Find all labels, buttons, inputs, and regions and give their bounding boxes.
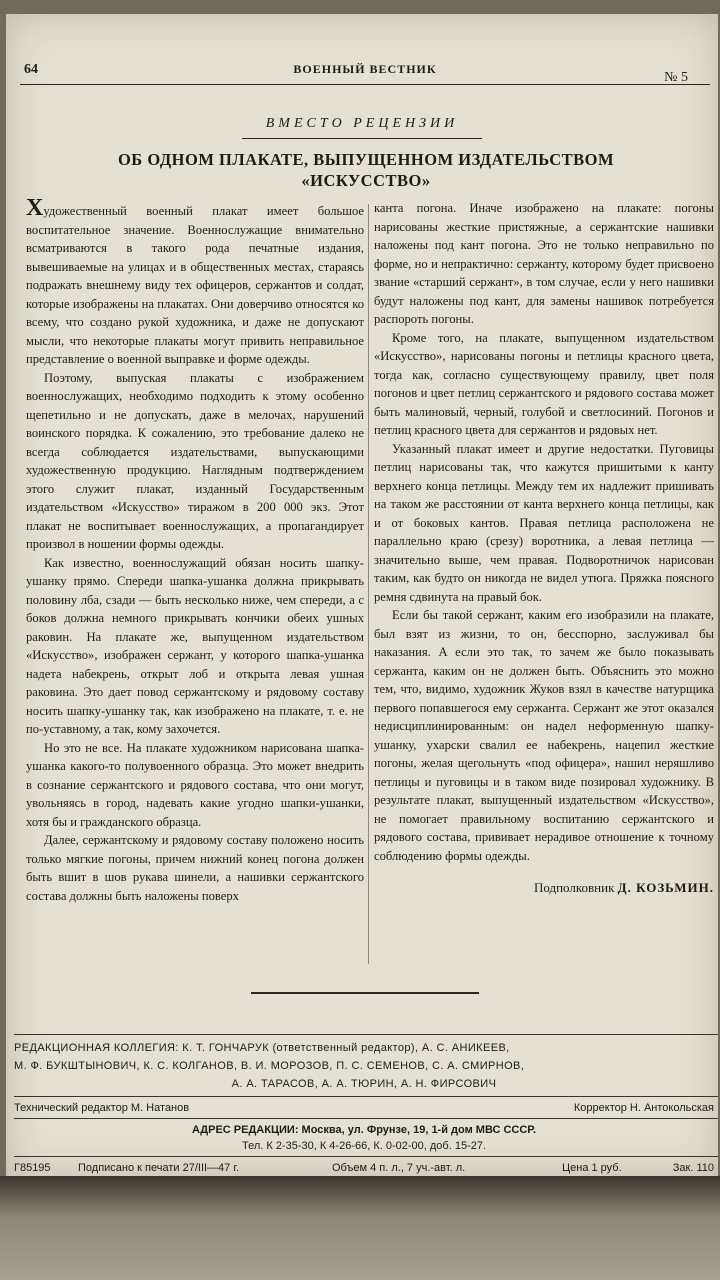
print-code: Г85195 xyxy=(14,1162,51,1174)
editorial-address: АДРЕС РЕДАКЦИИ: Москва, ул. Фрунзе, 19, 1-й дом МВС СССР. xyxy=(191,1124,537,1136)
rubric-underline xyxy=(242,138,482,139)
signed-date: Подписано к печати 27/III—47 г. xyxy=(78,1162,240,1174)
title-line-1: ОБ ОДНОМ ПЛАКАТЕ, ВЫПУЩЕННОМ ИЗДАТЕЛЬСТВОМ xyxy=(117,150,615,169)
article-title xyxy=(46,149,686,191)
background-shadow xyxy=(0,1176,720,1280)
paragraph: Как известно, военнослужащий обязан носить шапку-ушанку прямо. Спереди шапка-ушанка должна прикрывать половину лба, сзади — быть несколько ниже, чем спереди, а с боков должна немного прикрывать кончики обеих ушных раковин. На плакате же, выпущенном издательством «Искусство», изображен сержант, у которого шапка-ушанка надета набекрень, открыт лоб и открыта левая ушная раковина. Это дает повод сержантскому и рядовому составу носить шапку-ушанку так, как изображено на плакате, т. е. не по-уставному, а так, кому захочется. xyxy=(26,555,364,736)
paragraph: Но это не все. На плакате художником нарисована шапка-ушанка какого-то полувоенного образца. Это может внедрить в сознание сержантского и рядового состава, что они могут, увольняясь в город, надевать какие угодно шапки-ушанки, хотя бы и гражданского образца. xyxy=(26,740,364,829)
header-rule xyxy=(20,84,710,85)
paragraph: Кроме того, на плакате, выпущенном издательством «Искусство», нарисованы погоны и петлицы красного цвета, тогда как, согласно существующему правилу, цвет поля погонов и цвет петлиц сержантского и рядового состава может быть малиновый, черный, голубой и светлосиний. Погонов и петлиц красного цвета для сержантов и рядовых нет. xyxy=(374,330,714,437)
editorial-board-1: РЕДАКЦИОННАЯ КОЛЛЕГИЯ: К. Т. ГОНЧАРУК (ответственный редактор), А. С. АНИКЕЕВ, xyxy=(14,1042,510,1054)
print-volume: Объем 4 п. л., 7 уч.-авт. л. xyxy=(332,1162,466,1174)
technical-editor: Технический редактор М. Натанов xyxy=(14,1102,190,1114)
editorial-phones: Тел. К 2-35-30, К 4-26-66, К. 0-02-00, доб. 15-27. xyxy=(241,1140,487,1152)
column-divider xyxy=(368,204,369,964)
issue-number: № 5 xyxy=(664,70,688,85)
proofreader: Корректор Н. Антокольская xyxy=(573,1102,714,1114)
left-column xyxy=(26,195,364,905)
rubric: ВМЕСТО РЕЦЕНЗИИ xyxy=(265,116,459,131)
paragraph: Далее, сержантскому и рядовому составу положено носить только мягкие погоны, причем нижний конец погона должен быть вшит в шов рукава шинели, а нашивки сержантского состава должны быть наложены поверх xyxy=(26,833,364,903)
order-number: Зак. 110 xyxy=(672,1162,714,1174)
signature-rank: Подполковник xyxy=(533,880,615,895)
right-column xyxy=(374,199,714,898)
editorial-board-3: А. А. ТАРАСОВ, А. А. ТЮРИН, А. Н. ФИРСОВИЧ xyxy=(231,1078,497,1090)
page-number: 64 xyxy=(24,62,38,77)
journal-title: ВОЕННЫЙ ВЕСТНИК xyxy=(293,62,437,76)
end-rule xyxy=(251,992,479,994)
journal-page xyxy=(6,14,718,1176)
title-line-2: «ИСКУССТВО» xyxy=(301,171,431,190)
paragraph: Указанный плакат имеет и другие недостатки. Пуговицы петлиц нарисованы так, что кажутся пришитыми к канту верхнего конца петлицы. Между тем их надлежит пришивать на таком же расстоянии от канта верхнего конца петлицы, как и от боковых кантов. Правая петлица расположена не параллельно краю (срезу) воротника, а левая петлица — значительно выше, чем правая. Подворотничок нарисован таким, как будто он никогда не видел утюга. Пряжка поясного ремня сдвинута на правый бок. xyxy=(374,441,714,604)
running-header xyxy=(20,50,710,86)
paragraph: Художественный военный плакат имеет большое воспитательное значение. Военнослужащие внимательно всматриваются в такого рода печатные издания, вывешиваемые на улицах и в общественных местах, стараясь подражать внешнему виду тех офицеров, сержантов и солдат, которые изображены на плакатах. Они доверчиво относятся ко всему, что создано рукой художника, и даже не допускают мысли, что некоторые плакаты могут привить неправильное представление о военной выправке и форме одежды. xyxy=(26,195,364,366)
drop-cap: Х xyxy=(26,195,44,221)
signature-name: Д. КОЗЬМИН. xyxy=(617,880,714,895)
signature xyxy=(374,879,714,898)
paragraph: Если бы такой сержант, каким его изобразили на плакате, был взят из жизни, то он, бесспорно, заслуживал бы наказания. А если это так, то зачем же было показывать сержанта, каким он не должен быть. Объяснить это можно тем, что, видимо, художник Жуков взял в качестве натурщика первого попавшегося ему сержанта. Сержант же этот оказался недисциплинированным: он надел неформенную шапку-ушанку, ухарски свалил ее набекрень, нацепил жесткие погоны, желая щегольнуть «под офицера», нашил неряшливо петлицы и пуговицы и в таком виде позировал художнику. В результате плакат, выпущенный издательством «Искусство», не помогает правильному воспитанию сержантского и рядового состава, прививает нерадивое отношение к точному соблюдению формы одежды. xyxy=(374,608,714,863)
paragraph: канта погона. Иначе изображено на плакате: погоны нарисованы жесткие пристяжные, а сержантские нашивки наложены под кант погона. Это не только неправильно по форме, но и непрактично: сержанту, которому будет присвоено звание «старший сержант», в том случае, если у него нашивки будут наложены под кант, для замены нашивок потребуется распороть погоны. xyxy=(374,201,714,326)
price: Цена 1 руб. xyxy=(562,1162,622,1174)
paragraph: Поэтому, выпуская плакаты с изображением военнослужащих, необходимо подходить к этому особенно щепетильно и не допускать, даже в мелочах, нарушений воинского порядка. К сожалению, это требование далеко не всегда соблюдается издательствами, выпускающими художественную продукцию. Наглядным подтверждением этого служит плакат, изданный Государственным издательством «Искусство» тиражом в 200 000 экз. Этот плакат не воспитывает военнослужащих, а пропагандирует произвол в ношении формы одежды. xyxy=(26,370,364,551)
editorial-board-2: М. Ф. БУКШТЫНОВИЧ, К. С. КОЛГАНОВ, В. И. МОРОЗОВ, П. С. СЕМЕНОВ, С. А. СМИРНОВ, xyxy=(14,1060,525,1072)
